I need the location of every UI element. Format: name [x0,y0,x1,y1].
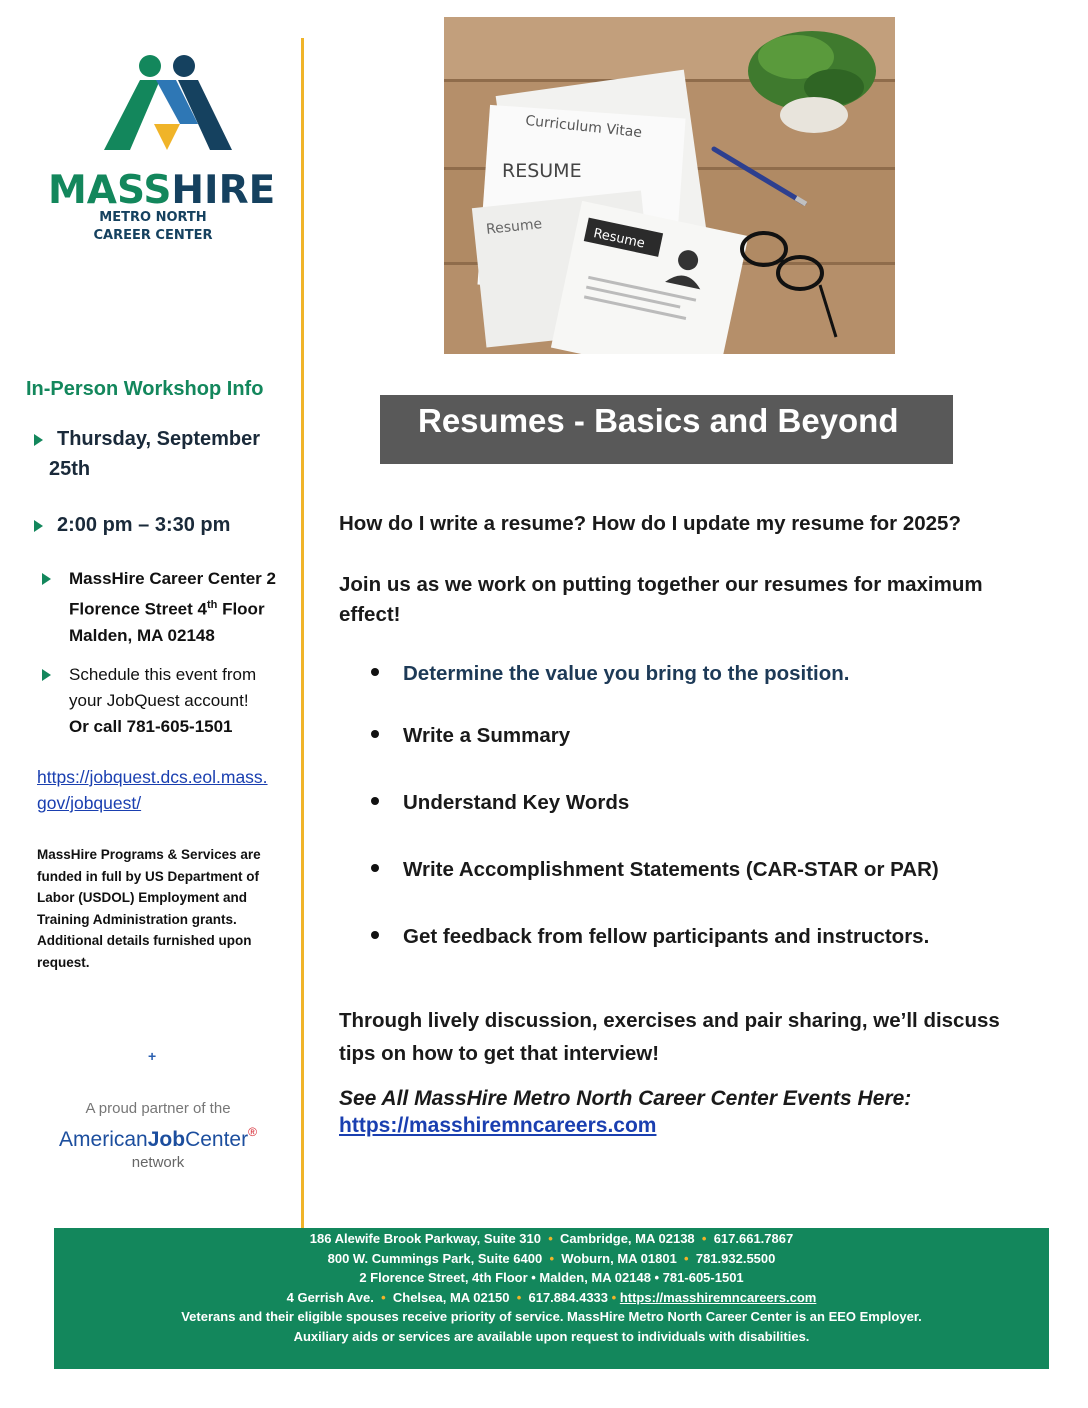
address-line3: Malden, MA 02148 [69,625,215,645]
bullet-dot-icon [371,668,379,676]
address-line2: Florence Street 4th Floor [69,599,265,619]
footer-contact-band [54,1228,1049,1369]
schedule-item [42,662,302,740]
funding-disclaimer: MassHire Programs & Services are funded in full by US Department of Labor (USDOL) Employment and Training Administration grants. Additional details furnished upon request. [37,847,261,970]
footer-line3: 2 Florence Street, 4th Floor • Malden, MA 02148 • 781-605-1501 [359,1270,744,1285]
logo-wordmark: MASSHIRE [48,168,276,213]
jobquest-link[interactable]: https://jobquest.dcs.eol.mass. gov/jobquest/ [37,767,268,813]
time-text: 2:00 pm – 3:30 pm [57,514,231,536]
footer-line4: 4 Gerrish Ave. • Chelsea, MA 02150 • 617.884.4333 • https://masshiremncareers.com [286,1290,817,1305]
logo-subtitle-line1: METRO NORTH [99,210,207,225]
logo-figures-icon [48,50,288,170]
bullet-item: Write a Summary [371,724,570,748]
resume-desk-image [444,17,895,354]
ajc-network: network [131,1154,185,1171]
footer-line6: Auxiliary aids or services are available upon request to individuals with disabilities. [293,1329,810,1344]
through-text: Through lively discussion, exercises and pair sharing, we’ll discuss tips on how to get that interview! [339,1009,1000,1065]
title-banner [380,395,953,464]
bullet-dot-icon [371,931,379,939]
question-text: How do I write a resume? How do I update my resume for 2025? [339,512,961,535]
ajc-wordmark: AmericanJobCenter® [59,1125,257,1151]
photo-text-resume-dark: Resume [592,226,647,252]
masshire-site-link[interactable]: https://masshiremncareers.com [339,1114,657,1137]
triangle-bullet-icon [34,520,43,532]
footer-line2: 800 W. Cummings Park, Suite 6400 • Woburn, MA 01801 • 781.932.5500 [327,1251,776,1266]
see-all-events-text: See All MassHire Metro North Career Center Events Here: [339,1087,912,1110]
footer-line5: Veterans and their eligible spouses receive priority of service. MassHire Metro North Career Center is an EEO Employer. [181,1309,922,1324]
ajc-reg-mark: ® [248,1125,257,1139]
triangle-bullet-icon [34,434,43,446]
footer-line1: 186 Alewife Brook Parkway, Suite 310 • Cambridge, MA 02138 • 617.661.7867 [309,1231,794,1246]
time-item [34,510,294,540]
triangle-bullet-icon [42,573,51,585]
bullet-dot-icon [371,797,379,805]
bullet-item: Write Accomplishment Statements (CAR-STAR or PAR) [371,858,939,882]
bullet-dot-icon [371,730,379,738]
triangle-bullet-icon [42,669,51,681]
schedule-line1: Schedule this event from [69,665,257,684]
date-line1: Thursday, September [57,428,261,450]
join-text: Join us as we work on putting together our resumes for maximum effect! [339,573,983,626]
partner-line: A proud partner of the [85,1100,231,1117]
bullet-dot-icon [371,864,379,872]
workshop-info-heading: In-Person Workshop Info [26,378,264,400]
footer-site-link[interactable]: https://masshiremncareers.com [619,1290,817,1305]
bullet-item: Get feedback from fellow participants and instructors. [371,925,929,949]
date-item [34,424,294,484]
logo-subtitle-line2: CAREER CENTER [93,228,213,243]
bullet-item: Determine the value you bring to the position. [371,662,850,686]
resume-photo [444,17,895,354]
address-line1: MassHire Career Center 2 [69,569,276,588]
address-item [42,566,302,649]
photo-text-resume-small: Resume [485,216,543,238]
bullet-item: Understand Key Words [371,791,629,815]
photo-text-resume: RESUME [502,160,582,182]
schedule-phone: Or call 781-605-1501 [69,717,233,736]
page-title: Resumes - Basics and Beyond [418,402,899,439]
plus-mark: + [148,1048,157,1064]
schedule-line2: your JobQuest account! [69,691,249,710]
american-job-center-partner [40,1100,276,1171]
date-line2: 25th [49,458,91,480]
masshire-logo [48,50,288,250]
photo-text-cv: Curriculum Vitae [524,112,643,142]
